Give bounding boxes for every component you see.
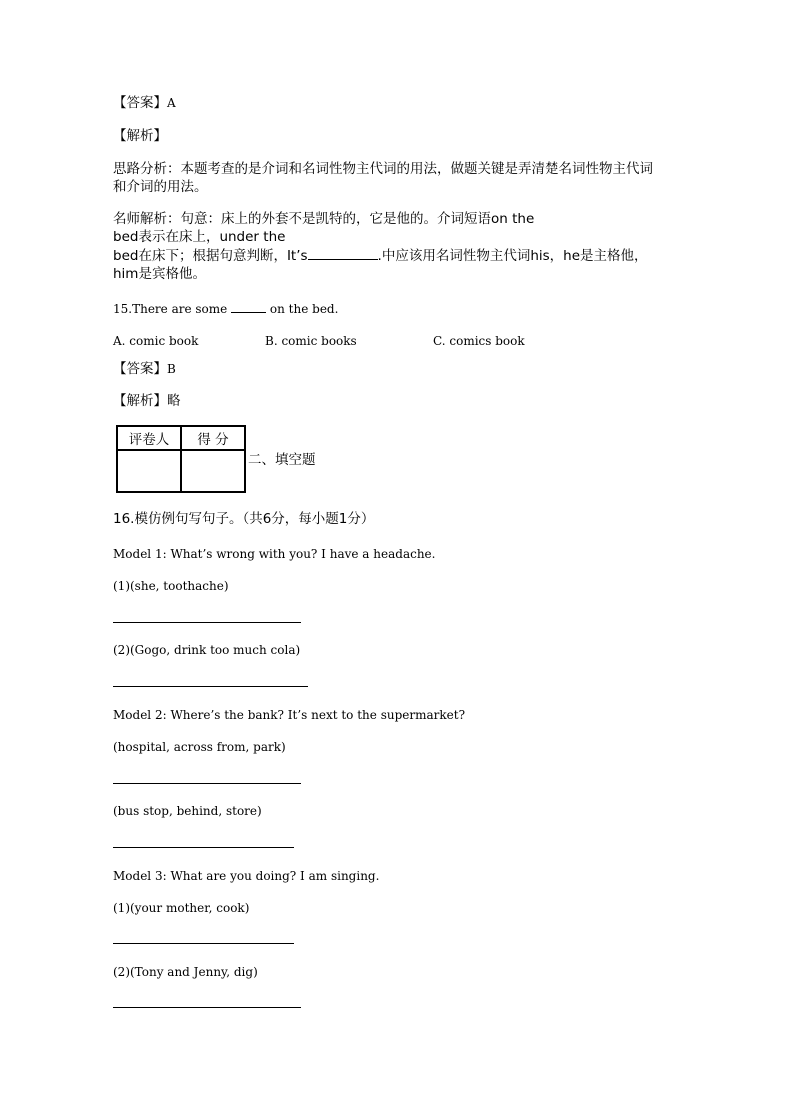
teacher-line-4: him是宾格他。 bbox=[113, 266, 206, 282]
answer-tag: 【答案】 bbox=[113, 95, 167, 111]
answer-value: B bbox=[167, 362, 176, 376]
answer-line bbox=[113, 622, 301, 623]
teacher-line-3 bbox=[113, 247, 648, 265]
score-cell bbox=[181, 450, 245, 492]
answer-tag: 【答案】 bbox=[113, 361, 167, 377]
score-table bbox=[116, 425, 246, 493]
q15-stem-a: 15.There are some bbox=[113, 302, 228, 316]
blank-line bbox=[231, 301, 266, 313]
teacher-line-3a: bed在床下；根据句意判断，It’s bbox=[113, 248, 308, 264]
model-1: Model 1: What’s wrong with you? I have a headache. bbox=[113, 547, 436, 561]
analysis-line-2: 和介词的用法。 bbox=[113, 179, 208, 195]
q15-stem-b: on the bed. bbox=[269, 302, 339, 316]
q15-option-b: B. comic books bbox=[265, 334, 357, 348]
model-1-item-2: (2)(Gogo, drink too much cola) bbox=[113, 643, 301, 657]
analysis-tag: 【解析】 bbox=[113, 128, 167, 144]
analysis-value: 略 bbox=[167, 393, 181, 409]
answer-line bbox=[113, 686, 308, 687]
blank-line bbox=[308, 248, 378, 260]
teacher-line-2: bed表示在床上，under the bbox=[113, 229, 286, 245]
model-1-item-1: (1)(she, toothache) bbox=[113, 579, 229, 593]
model-3-item-2: (2)(Tony and Jenny, dig) bbox=[113, 965, 258, 979]
teacher-line-3b: .中应该用名词性物主代词his，he是主格他， bbox=[377, 248, 648, 264]
model-2-item-1: (hospital, across from, park) bbox=[113, 740, 286, 754]
analysis-tag: 【解析】 bbox=[113, 393, 167, 409]
section-title: 二、填空题 bbox=[248, 452, 316, 468]
reviewer-cell bbox=[117, 450, 181, 492]
q15-option-c: C. comics book bbox=[433, 334, 525, 348]
analysis-line-1: 思路分析：本题考查的是介词和名词性物主代词的用法，做题关键是弄清楚名词性物主代词 bbox=[113, 161, 653, 177]
answer-line bbox=[113, 847, 294, 848]
score-header: 得 分 bbox=[181, 426, 245, 450]
answer-line-15 bbox=[113, 360, 176, 378]
reviewer-header: 评卷人 bbox=[117, 426, 181, 450]
answer-line-14 bbox=[113, 94, 176, 112]
model-3-item-1: (1)(your mother, cook) bbox=[113, 901, 250, 915]
model-2: Model 2: Where’s the bank? It’s next to the supermarket? bbox=[113, 708, 465, 722]
question-16-title: 16.模仿例句写句子。（共6分，每小题1分） bbox=[113, 511, 375, 527]
answer-line bbox=[113, 1007, 301, 1008]
model-3: Model 3: What are you doing? I am singing. bbox=[113, 869, 380, 883]
question-15-stem bbox=[113, 300, 338, 318]
q15-option-a: A. comic book bbox=[113, 334, 199, 348]
answer-line bbox=[113, 943, 294, 944]
model-2-item-2: (bus stop, behind, store) bbox=[113, 804, 262, 818]
answer-line bbox=[113, 783, 301, 784]
teacher-line-1: 名师解析：句意：床上的外套不是凯特的，它是他的。介词短语on the bbox=[113, 211, 535, 227]
analysis-line-15 bbox=[113, 392, 181, 410]
answer-value: A bbox=[167, 96, 176, 110]
